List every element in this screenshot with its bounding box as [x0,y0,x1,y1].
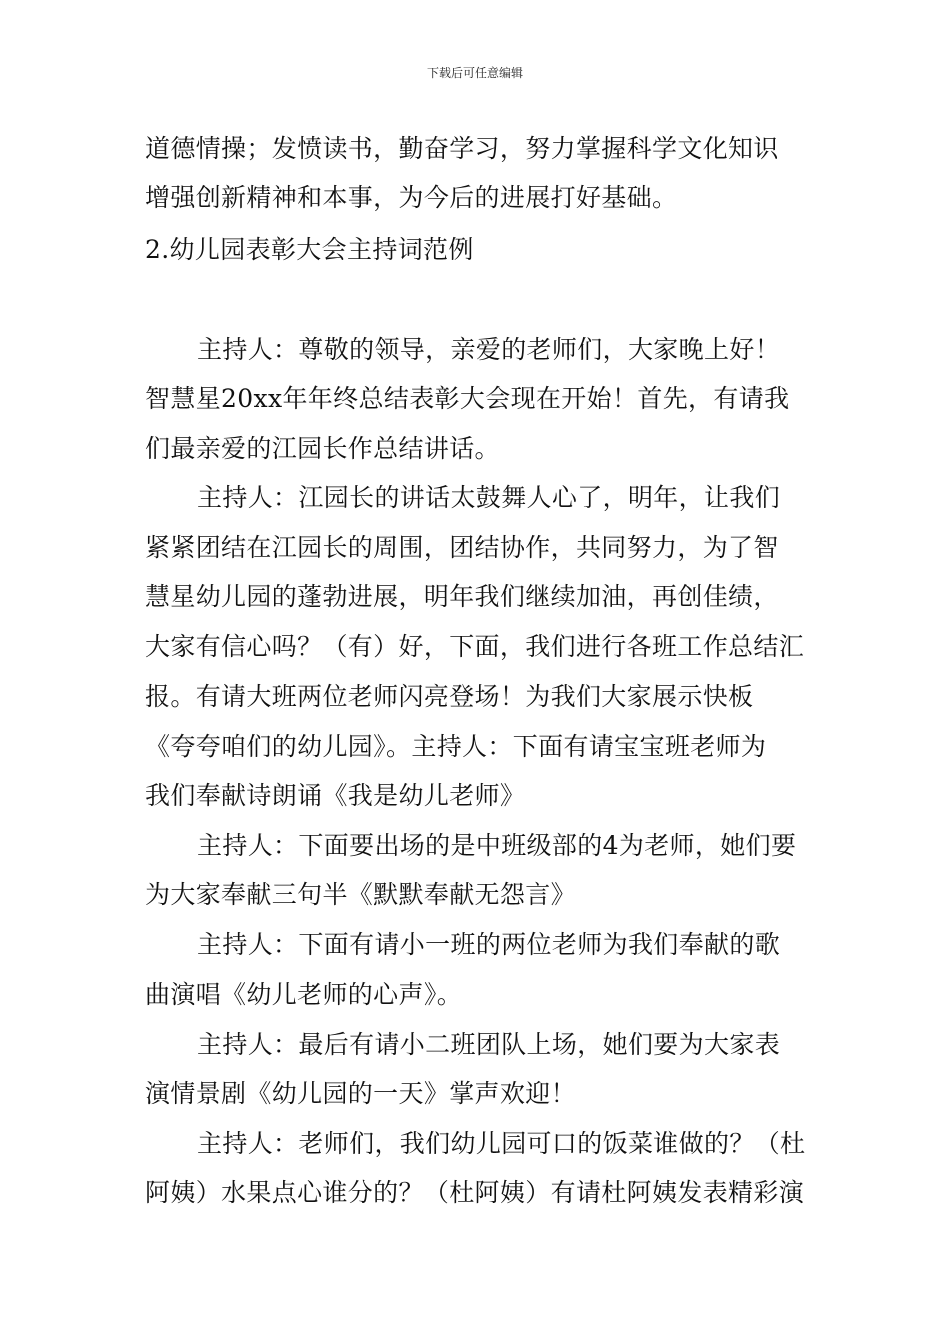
text-line: 演情景剧《幼儿园的一天》掌声欢迎！ [145,1079,576,1108]
text-line: 曲演唱《幼儿老师的心声》。 [145,980,463,1009]
text-line: 智慧星20xx年年终总结表彰大会现在开始！首先，有请我 [145,384,790,413]
text-line: 慧星幼儿园的蓬勃进展，明年我们继续加油，再创佳绩， [145,582,779,611]
paragraph-start: 主持人：老师们，我们幼儿园可口的饭菜谁做的？（杜 [197,1129,806,1158]
paragraph-start: 主持人：最后有请小二班团队上场，她们要为大家表 [197,1030,781,1059]
text-line: 阿姨）水果点心谁分的？（杜阿姨）有请杜阿姨发表精彩演 [145,1178,805,1207]
text-line: 增强创新精神和本事，为今后的进展打好基础。 [145,183,678,212]
text-line: 们最亲爱的江园长作总结讲话。 [145,434,500,463]
section-heading: 2.幼儿园表彰大会主持词范例 [145,235,474,264]
paragraph-start: 主持人：尊敬的领导，亲爱的老师们，大家晚上好！ [197,335,781,364]
paragraph-start: 主持人：下面要出场的是中班级部的4为老师，她们要 [197,831,797,860]
text-line: 大家有信心吗？（有）好，下面，我们进行各班工作总结汇 [145,632,805,661]
text-line: 紧紧团结在江园长的周围，团结协作，共同努力，为了智 [145,533,779,562]
text-line: 为大家奉献三句半《默默奉献无怨言》 [145,880,576,909]
paragraph-start: 主持人：下面有请小一班的两位老师为我们奉献的歌 [197,930,781,959]
text-line: 道德情操；发愤读书，勤奋学习，努力掌握科学文化知识 [145,134,779,163]
page-header: 下载后可任意编辑 [426,66,523,80]
text-line: 我们奉献诗朗诵《我是幼儿老师》 [145,781,526,810]
paragraph-start: 主持人：江园长的讲话太鼓舞人心了，明年，让我们 [197,483,781,512]
text-line: 《夸夸咱们的幼儿园》。主持人：下面有请宝宝班老师为 [145,732,767,761]
text-line: 报。有请大班两位老师闪亮登场！为我们大家展示快板 [145,682,754,711]
